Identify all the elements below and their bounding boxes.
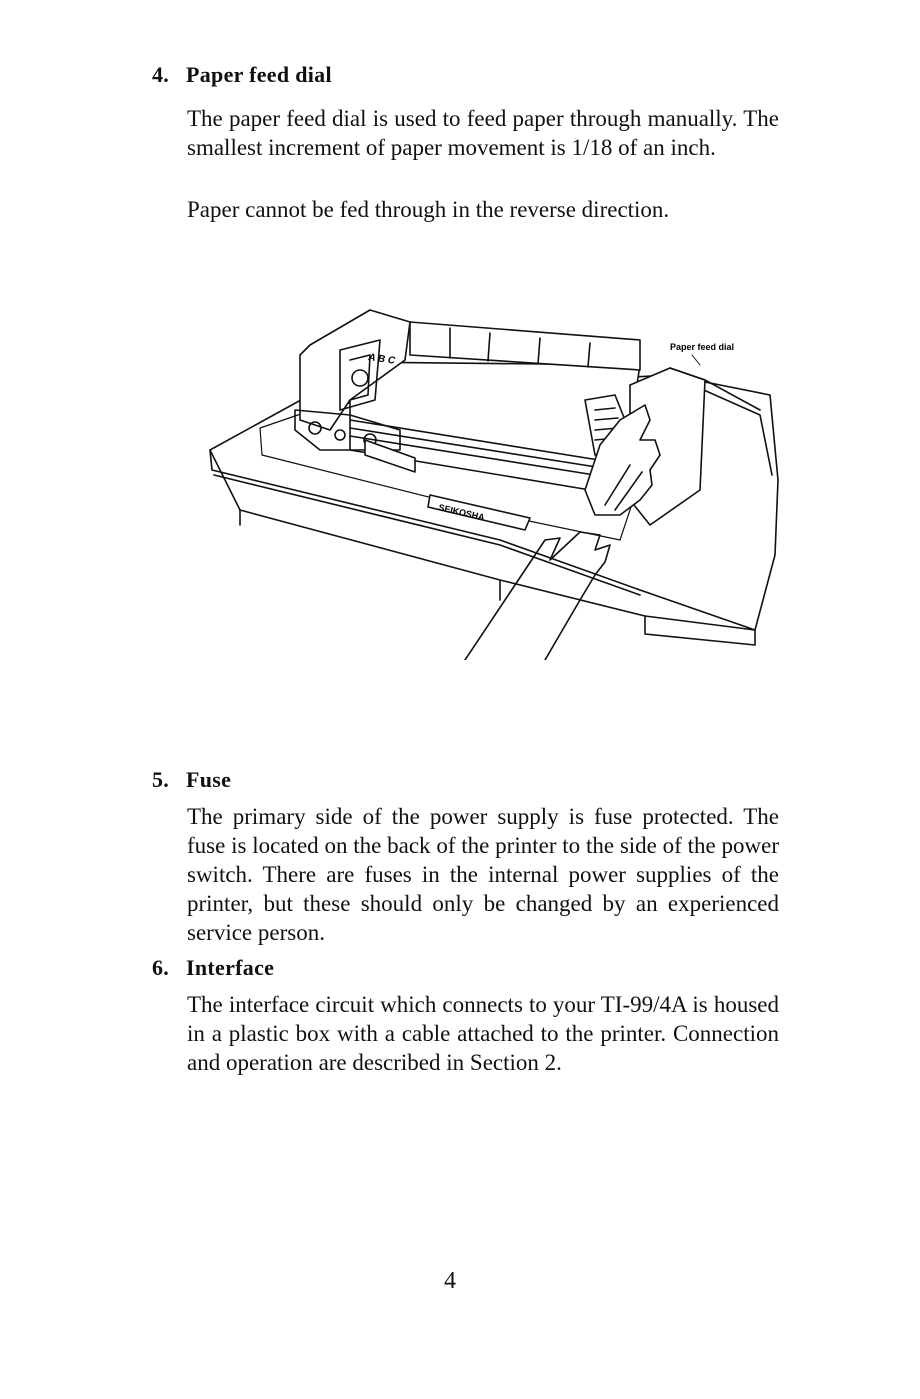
section-number: 5. [152,767,170,792]
section-4-paragraph-1: The paper feed dial is used to feed paper through manually. The smallest increment of paper movement is 1/18 of an inch. [187,106,779,160]
brand-plate-text: SEIKOSHA [437,502,486,523]
page-number: 4 [444,1268,456,1294]
paper-text: A B C [367,352,396,367]
section-6-paragraph-1: The interface circuit which connects to your TI-99/4A is housed in a plastic box with a cable attached to the printer. Connection and operation are described in Section 2. [187,992,779,1075]
section-6-heading [152,955,274,981]
section-number: 6. [152,955,170,980]
section-4-paragraph-2: Paper cannot be fed through in the reverse direction. [187,197,670,222]
section-title: Interface [186,955,275,980]
operator-hand-left [465,532,610,660]
section-title: Paper feed dial [186,62,332,87]
section-number: 4. [152,62,170,87]
paper-feed-dial-callout: Paper feed dial [670,342,735,352]
printer-illustration [200,300,780,660]
section-4-heading [152,62,332,88]
section-5-heading [152,767,231,793]
section-title: Fuse [186,767,232,792]
section-5-paragraph-1: The primary side of the power supply is fuse protected. The fuse is located on the back of the printer to the side of the power switch. There are fuses in the internal power supplies of the printer, but these should only be changed by an experienced service person. [187,804,779,945]
